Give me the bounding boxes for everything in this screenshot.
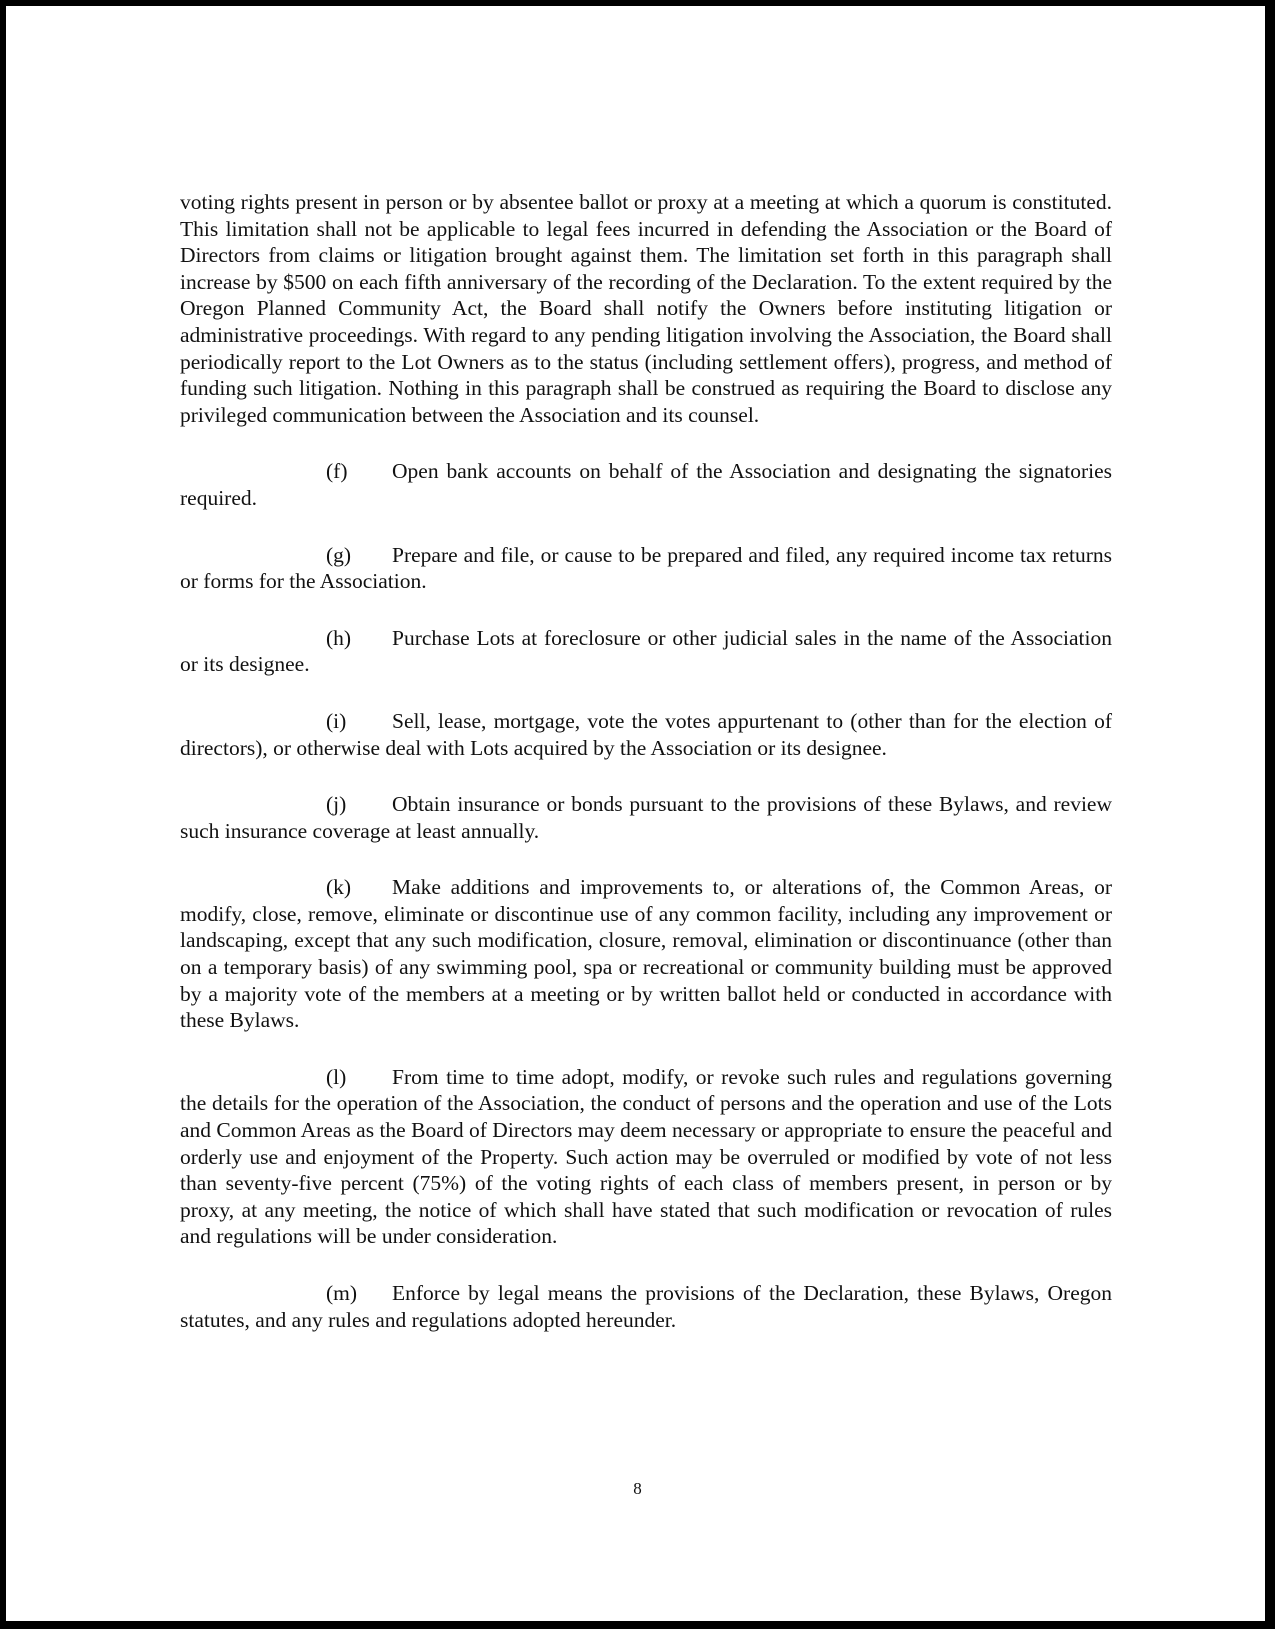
paragraph-label: (i) — [326, 708, 347, 733]
scan-border-top — [0, 0, 1275, 6]
paragraph-f — [180, 458, 1112, 511]
scan-border-right — [1265, 0, 1275, 1629]
paragraph-text: Purchase Lots at foreclosure or other judicial sales in the name of the Association or its designee. — [180, 625, 1112, 677]
scan-border-bottom — [0, 1621, 1275, 1629]
intro-paragraph: voting rights present in person or by absentee ballot or proxy at a meeting at which a quorum is constituted. This limitation shall not be applicable to legal fees incurred in defending the Association or the Board of Directors from claims or litigation brought against them. The limitation set forth in this paragraph shall increase by $500 on each fifth anniversary of the recording of the Declaration. To the extent required by the Oregon Planned Community Act, the Board shall notify the Owners before instituting litigation or administrative proceedings. With regard to any pending litigation involving the Association, the Board shall periodically report to the Lot Owners as to the status (including settlement offers), progress, and method of funding such litigation. Nothing in this paragraph shall be construed as requiring the Board to disclose any privileged communication between the Association and its counsel. — [180, 190, 1112, 427]
paragraph-text: From time to time adopt, modify, or revoke such rules and regulations governing the details for the operation of the Association, the conduct of persons and the operation and use of the Lots and Common Areas as the Board of Directors may deem necessary or appropriate to ensure the peaceful and orderly use and enjoyment of the Property. Such action may be overruled or modified by vote of not less than seventy-five percent (75%) of the voting rights of each class of members present, in person or by proxy, at any meeting, the notice of which shall have stated that such modification or revocation of rules and regulations will be under consideration. — [180, 1064, 1112, 1249]
scan-border-left — [0, 0, 6, 1629]
paragraph-h — [180, 625, 1112, 678]
paragraph-g — [180, 542, 1112, 595]
paragraph-i — [180, 708, 1112, 761]
paragraph-label: (j) — [326, 792, 347, 817]
paragraph-label: (h) — [326, 625, 352, 650]
paragraph-m — [180, 1280, 1112, 1333]
paragraph-label: (l) — [326, 1064, 347, 1089]
paragraph-text: Obtain insurance or bonds pursuant to the provisions of these Bylaws, and review such insurance coverage at least annually. — [180, 792, 1112, 843]
paragraph-text: Sell, lease, mortgage, vote the votes appurtenant to (other than for the election of directors), or otherwise deal with Lots acquired by the Association or its designee. — [180, 708, 1112, 760]
paragraph-text: Make additions and improvements to, or alterations of, the Common Areas, or modify, close, remove, eliminate or discontinue use of any common facility, including any improvement or landscaping, except that any such modification, closure, removal, elimination or discontinuance (other than on a temporary basis) of any swimming pool, spa or recreational or community building must be approved by a majority vote of the members at a meeting or by written ballot held or conducted in accordance with these Bylaws. — [180, 875, 1112, 1033]
page-number: 8 — [633, 1479, 642, 1498]
paragraph-label: (m) — [326, 1281, 358, 1305]
document-page — [180, 189, 1112, 1363]
paragraph-text: Open bank accounts on behalf of the Association and designating the signatories required. — [180, 459, 1112, 510]
paragraph-l — [180, 1064, 1112, 1250]
paragraph-j — [180, 791, 1112, 844]
paragraph-k — [180, 874, 1112, 1034]
paragraph-label: (f) — [326, 459, 348, 484]
paragraph-label: (k) — [326, 875, 352, 900]
paragraph-text: Enforce by legal means the provisions of the Declaration, these Bylaws, Oregon statutes, and any rules and regulations adopted hereunder. — [180, 1281, 1112, 1332]
paragraph-label: (g) — [326, 542, 352, 567]
paragraph-text: Prepare and file, or cause to be prepared and filed, any required income tax returns or forms for the Association. — [180, 542, 1112, 594]
